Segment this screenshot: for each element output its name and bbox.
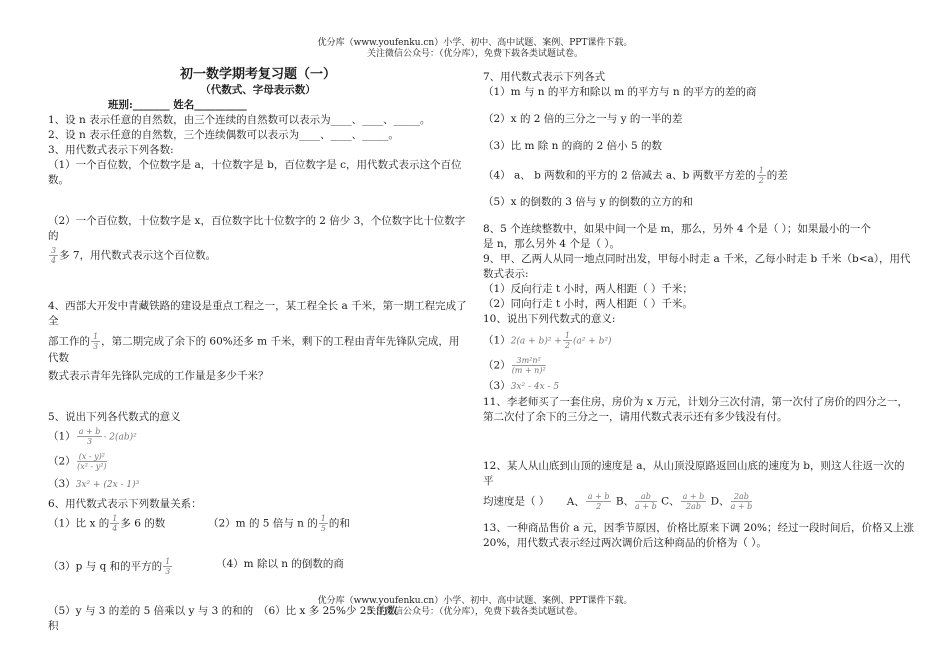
question-13-line2: 20%，用代数式表示经过两次调价后这种商品的价格为（ ）。 [483,537,767,549]
fraction: $\frac{1}{3}$ [165,557,171,576]
question-9-1: （1）反向行走 t 小时，两人相距（ ）千米； [483,283,693,295]
class-name-line: 班别:_______ 姓名__________ [108,99,247,111]
question-10: 10、说出下列代数式的意义: [483,313,616,325]
question-5-2: （2） $\frac{\text{(x - y)²}}{\text{(x² - y²)}}$ [48,452,107,471]
question-3-1: （1）一个百位数，个位数字是 a，十位数字是 b，百位数字是 c，用代数式表示这个百位数。 [48,159,462,186]
fraction: $\frac{3}{4}$ [51,246,57,265]
page-subtitle: （代数式、字母表示数） [200,84,316,96]
question-10-3: （3）3x² - 4x - 5 [483,380,560,392]
question-10-1: （1）2(a + b)² + $\frac{1}{2}$ (a² + b²) [483,331,612,350]
question-3-2-line2: $\frac{3}{4}$ 多 7，用代数式表示这个百位数。 [51,246,217,265]
question-6-3: （3）p 与 q 和的平方的 $\frac{1}{3}$ [48,557,171,576]
question-7-2: （2）x 的 2 倍的三分之一与 y 的一半的差 [483,113,683,125]
footer-watermark [0,596,950,618]
fraction: $\frac{\text{(x - y)²}}{\text{(x² - y²)}}$ [77,452,107,471]
question-5-1: （1） $\frac{a + b}{3}$ - 2(ab)² [48,427,137,446]
question-9-line2: 数式表示: [483,268,529,280]
fraction: $\frac{\text{3m²n²}}{\text{(m + n)²}}$ [511,356,546,375]
question-8-line1: 8、5 个连续整数中，如果中间一个是 m，那么，另外 4 个是（ ）；如果最小的一个 [483,223,871,235]
fraction: $\frac{a + b}{3}$ [78,427,101,446]
question-11-line2: 第二次付了余下的三分之一，请用代数式表示还有多少钱没有付。 [483,411,788,423]
question-9-2: （2）同向行走 t 小时，两人相距（ ）千米。 [483,298,693,310]
question-6-row-2 [48,557,468,576]
question-6-5: （5）y 与 3 的差的 5 倍乘以 y 与 3 的和的积 [48,605,254,632]
page-title: 初一数学期考复习题（一） [179,67,336,82]
left-column [48,66,468,634]
question-11-line1: 11、李老师买了一套住房，房价为 x 万元，计划分三次付清，第一次付了房价的四分之一， [483,396,908,408]
question-5: 5、说出下列各代数式的意义 [48,411,181,423]
question-2: 2、设 n 表示任意的自然数，三个连续偶数可以表示为____、____、_____。 [48,129,399,141]
question-7-4: （4） a、 b 两数和的平方的 2 倍减去 a、b 两数平方差的 $\frac{1}{2}$ 的差 [483,166,788,185]
question-5-3: （3）3x² + (2x - 1)³ [48,478,140,490]
question-6-6: （6）比 x 多 25%少 25 的数 [258,605,398,617]
question-10-2: （2） $\frac{\text{3m²n²}}{\text{(m + n)²}}$ [483,356,546,375]
option-a-fraction: $\frac{a + b}{2}$ [587,492,610,511]
question-7-1: （1）m 与 n 的平方和除以 m 的平方与 n 的平方的差的商 [483,86,757,98]
question-8-line2: 是 n，那么另外 4 个是（ ）。 [483,238,621,250]
question-6-row-1 [48,514,468,533]
option-b-fraction: $\frac{ab}{a + b}$ [635,492,657,511]
fraction: $\frac{1}{2}$ [758,166,764,185]
question-7: 7、用代数式表示下列各式 [483,71,606,83]
option-d-fraction: $\frac{2ab}{a + b}$ [730,492,753,511]
header-watermark [0,38,950,60]
header-line-1: 优分库（www.youfenku.cn）小学、初中、高中试题、案例、PPT课件下载。 [317,38,633,48]
footer-line-1: 优分库（www.youfenku.cn）小学、初中、高中试题、案例、PPT课件下载。 [317,596,633,606]
question-6-4: （4）m 除以 n 的倒数的商 [216,558,344,570]
question-4-line1: 4、西部大开发中青藏铁路的建设是重点工程之一，某工程全长 a 千米，第一期工程完成了全 [48,300,467,327]
question-7-3: （3）比 m 除 n 的商的 2 倍小 5 的数 [483,140,662,152]
question-4-line2: 部工作的 $\frac{1}{3}$ ，第二期完成了余下的 60%还多 m 千米，剩下的工程由青年先锋队完成，用代数 [48,332,460,364]
footer-line-2: 关注微信公众号：（优分库），免费下载各类试题试卷。 [366,607,583,617]
header-line-2: 关注微信公众号：（优分库），免费下载各类试题试卷。 [366,49,583,59]
fraction: $\frac{1}{4}$ [112,514,118,533]
question-13-line1: 13、一种商品售价 a 元，因季节原因，价格比原来下调 20%；经过一段时间后，价格又上涨 [483,522,914,534]
fraction: $\frac{1}{2}$ [564,331,570,350]
question-3: 3、用代数式表示下列各数: [48,144,174,156]
fraction: $\frac{1}{3}$ [93,332,99,351]
question-6-1: （1）比 x 的 $\frac{1}{4}$ 多 6 的数 [48,514,166,533]
question-12-line1: 12、某人从山底到山顶的速度是 a，从山顶没原路返回山底的速度为 b，则这人往返一次的平 [483,460,905,487]
option-c-fraction: $\frac{a + b}{2ab}$ [682,492,705,511]
question-3-2-line1: （2）一个百位数，十位数字是 x，百位数字比十位数字的 2 倍少 3，个位数字比十位数字的 [48,215,466,242]
fraction: $\frac{1}{5}$ [320,514,326,533]
question-4-line3: 数式表示青年先锋队完成的工作量是多少千米？ [48,370,269,382]
question-12-line2: 均速度是（ ） A、 $\frac{a + b}{2}$ B、 $\frac{ab}{a + b}$ C、 $\frac{a + b}{2ab}$ D、 $\frac{2ab}{a + b}$ [483,492,753,511]
right-column [483,70,915,551]
question-1: 1、设 n 表示任意的自然数，由三个连续的自然数可以表示为____、____、_____。 [48,114,431,126]
question-6: 6、用代数式表示下列数量关系： [48,498,202,510]
question-6-2: （2）m 的 5 倍与 n 的 $\frac{1}{5}$ 的和 [208,514,350,533]
question-9-line1: 9、甲、乙两人从同一地点同时出发，甲每小时走 a 千米，乙每小时走 b 千米（b<a），用代 [483,253,911,265]
question-7-5: （5）x 的倒数的 3 倍与 y 的倒数的立方的和 [483,196,693,208]
